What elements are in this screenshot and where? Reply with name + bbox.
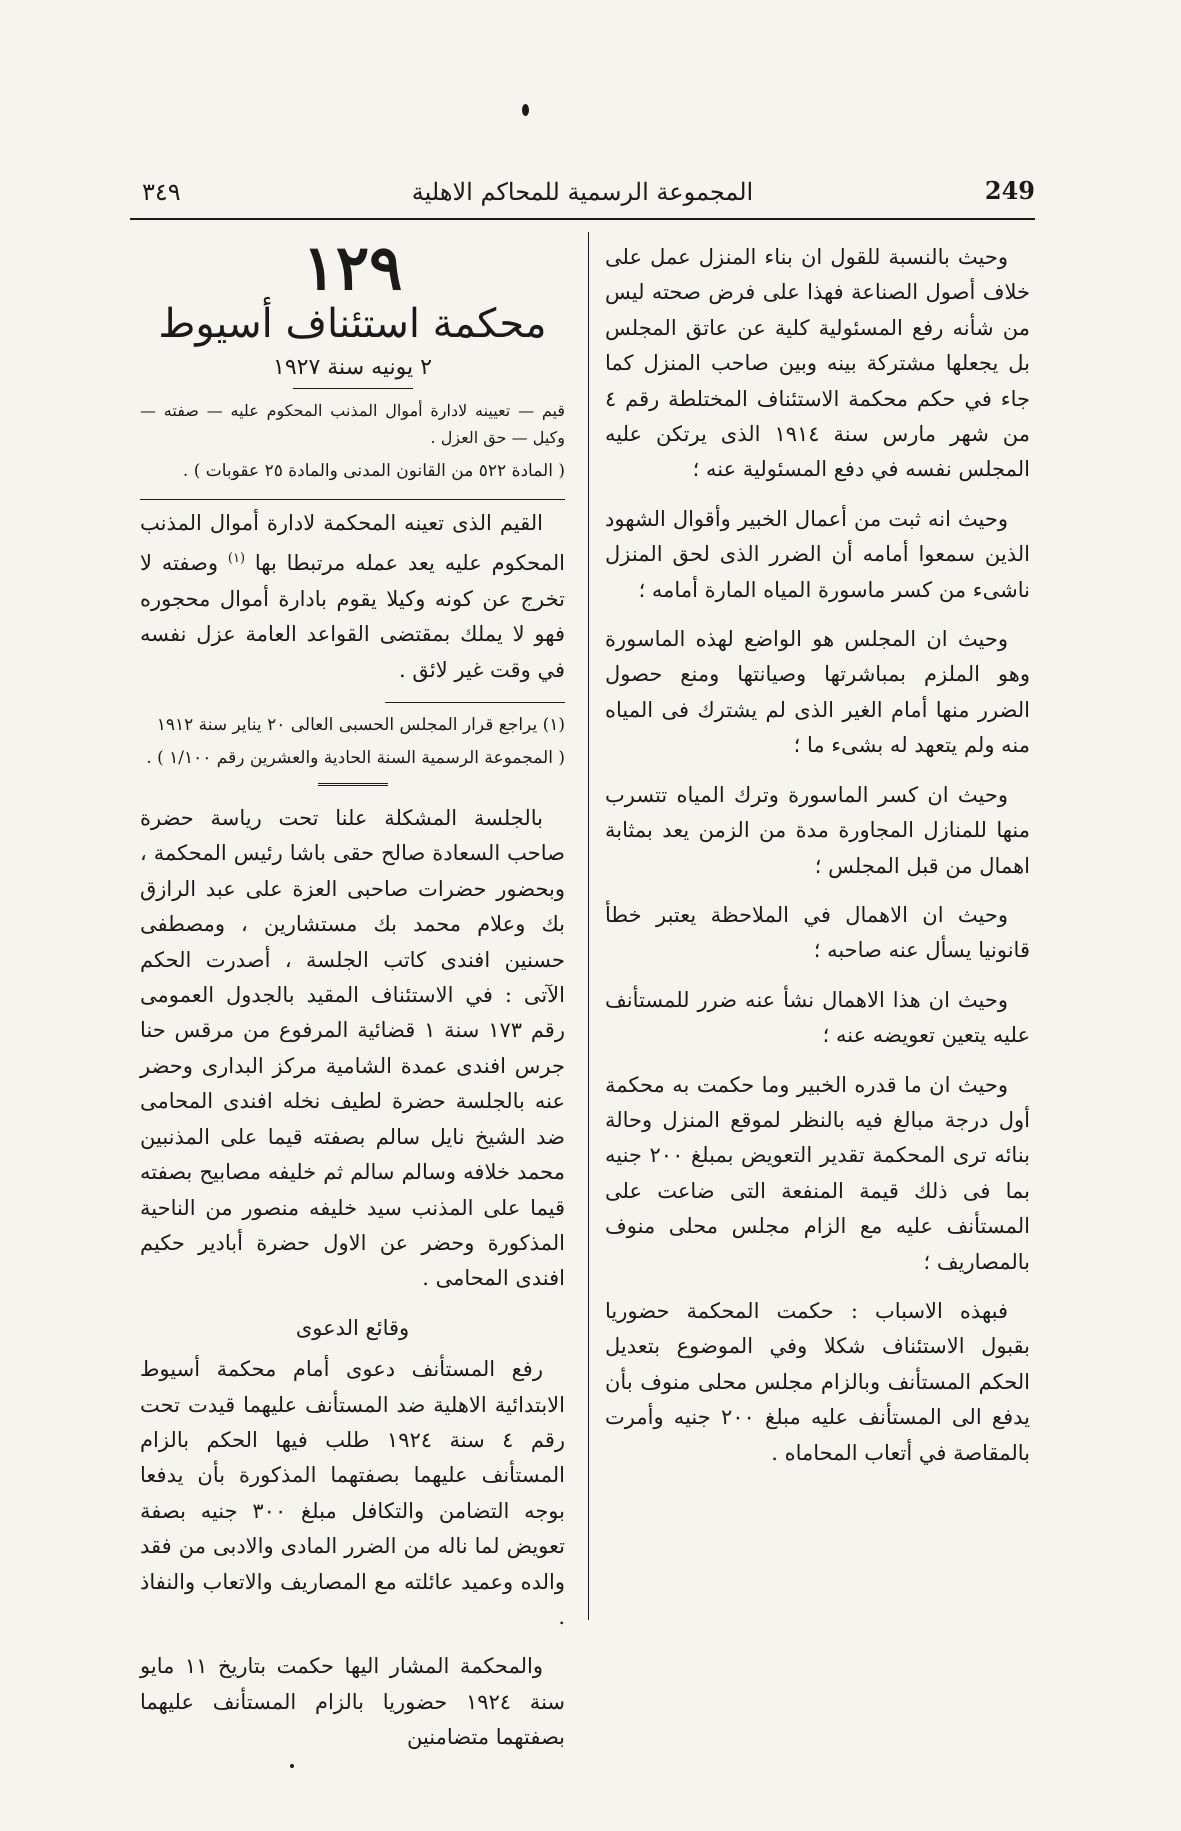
facts-paragraph: رفع المستأنف دعوى أمام محكمة أسيوط الابتدائية الاهلية ضد المستأنف عليهما قيدت تحت رقم ٤ سنة ١٩٢٤ طلب فيها الحكم بالزام المستأنف عليهما بصفتهما المذكورة بأن يدفعا بوجه التضامن والتكافل مبلغ ٣٠٠ جنيه بصفة تعويض لما ناله من الضرر المادى والادبى من فقد والده وعميد عائلته مع المصاريف والاتعاب والنفاذ . bbox=[140, 1357, 566, 1629]
footnote-mark: (١) bbox=[227, 551, 246, 567]
paragraph: وحيث بالنسبة للقول ان بناء المنزل عمل على خلاف أصول الصناعة فهذا على فرض صحته ليس من شأنه رفع المسئولية كلية عن عاتق المجلس بل يجعلها مشتركة بينه وبين صاحب المنزل كما جاء في حكم محكمة الاستئناف المختلطة رقم ٤ من شهر مارس سنة ١٩١٤ الذى يرتكن عليه المجلس نفسه في دفع المسئولية عنه ؛ bbox=[605, 245, 1031, 482]
paragraph: فبهذه الاسباب : حكمت المحكمة حضوريا بقبول الاستئناف شكلا وفي الموضوع بتعديل الحكم المستأنف وبالزام مجلس محلى منوف بأن يدفع الى المستأنف عليه مبلغ ٢٠٠ جنيه وأمرت بالمقاصة في أتعاب المحاماه . bbox=[605, 1298, 1030, 1465]
ink-dot bbox=[290, 1764, 294, 1768]
section-rule bbox=[140, 499, 565, 500]
page-header bbox=[130, 172, 1035, 218]
case-number: ١٢٩ bbox=[302, 231, 403, 304]
paragraph: وحيث ان هذا الاهمال نشأ عنه ضرر للمستأنف عليه يتعين تعويضه عنه ؛ bbox=[605, 987, 1030, 1048]
judgment-date: ٢ يونيه سنة ١٩٢٧ bbox=[273, 355, 432, 380]
paragraph: وحيث انه ثبت من أعمال الخبير وأقوال الشهود الذين سمعوا أمامه أن الضرر الذى لحق المنزل ناشىء من كسر ماسورة المياه المارة أمامه ؛ bbox=[605, 506, 1030, 602]
right-column bbox=[605, 240, 1030, 1485]
footnote-rule bbox=[385, 702, 565, 703]
court-name: محكمة استئناف أسيوط bbox=[158, 301, 547, 347]
page-number-latin: 249 bbox=[984, 176, 1035, 205]
principle-text: القيم الذى تعينه المحكمة لادارة أموال المذنب المحكوم عليه يعد عمله مرتبطا بها bbox=[140, 511, 566, 576]
title-rule bbox=[293, 388, 413, 389]
facts-paragraph: والمحكمة المشار اليها حكمت بتاريخ ١١ مايو سنة ١٩٢٤ حضوريا بالزام المستأنف عليهما بصفتهما متضامنين bbox=[140, 1654, 565, 1750]
double-rule bbox=[318, 783, 388, 789]
ink-dot bbox=[522, 104, 529, 116]
abstract: قيم — تعيينه لادارة أموال المذنب المحكوم عليه — صفته — وكيل — حق العزل . bbox=[140, 401, 565, 447]
facts-heading: وقائع الدعوى bbox=[295, 1315, 410, 1340]
page-number-arabic: ٣٤٩ bbox=[142, 178, 181, 206]
principle bbox=[140, 506, 565, 688]
header-rule bbox=[130, 218, 1035, 220]
principle-text-continued: وصفته لا تخرج عن كونه وكيلا يقوم بادارة أموال محجوره فهو لا يملك بمقتضى القواعد العامة عزل نفسه في وقت غير لائق . bbox=[140, 551, 565, 682]
column-divider bbox=[588, 232, 589, 1620]
paragraph: وحيث ان المجلس هو الواضع لهذه الماسورة وهو الملزم بمباشرتها وصيانتها ومنع حصول الضرر منها أمام الغير الذى لم يشترك فى المياه منه ولم يتعهد له بشىء ما ؛ bbox=[605, 627, 1030, 758]
left-column bbox=[140, 231, 566, 1770]
session-paragraph: بالجلسة المشكلة علنا تحت رياسة حضرة صاحب السعادة صالح حقى باشا رئيس المحكمة ، وبحضور حضرات صاحبى العزة على عبد الرازق بك وعلام محمد بك مستشارين ، ومصطفى حسنين افندى كاتب الجلسة ، أصدرت الحكم الآتى : في الاستئناف المقيد بالجدول العمومى رقم ١٧٣ سنة ١ قضائية المرفوع من مرقس حنا جرس افندى عمدة الشامية مركز البدارى وحضر عنه بالجلسة حضرة لطيف نخله افندى المحامى ضد الشيخ نايل سالم بصفته قيما على المذنبين محمد خلافه وسالم سالم ثم خليفه مصابيح بصفته قيما على المذنب سيد خليفه منصور من الناحية المذكورة وحضر عن الاول حضرة أبادير حكيم افندى المحامى . bbox=[140, 806, 565, 1291]
footnote: (١) يراجع قرار المجلس الحسبى العالى ٢٠ يناير سنة ١٩١٢ bbox=[156, 715, 565, 736]
running-title: المجموعة الرسمية للمحاكم الاهلية bbox=[411, 178, 754, 206]
paragraph: وحيث ان كسر الماسورة وترك المياه تتسرب منها للمنازل المجاورة مدة من الزمن يعد بمثابة اهمال من قبل المجلس ؛ bbox=[605, 782, 1030, 878]
paragraph: وحيث ان ما قدره الخبير وما حكمت به محكمة أول درجة مبالغ فيه بالنظر لموقع المنزل وحالة بنائه ترى المحكمة تقدير التعويض بمبلغ ٢٠٠ جنيه بما فى ذلك قيمة المنفعة التى ضاعت على المستأنف عليه مع الزام مجلس محلى منوف بالمصاريف ؛ bbox=[605, 1072, 1030, 1274]
paragraph: وحيث ان الاهمال في الملاحظة يعتبر خطأ قانونيا يسأل عنه صاحبه ؛ bbox=[605, 902, 1030, 963]
legal-reference: ( المادة ٥٢٢ من القانون المدنى والمادة ٢٥ عقوبات ) . bbox=[182, 461, 565, 481]
footnote-source: ( المجموعة الرسمية السنة الحادية والعشرين رقم ١/١٠٠ ) . bbox=[146, 748, 565, 769]
